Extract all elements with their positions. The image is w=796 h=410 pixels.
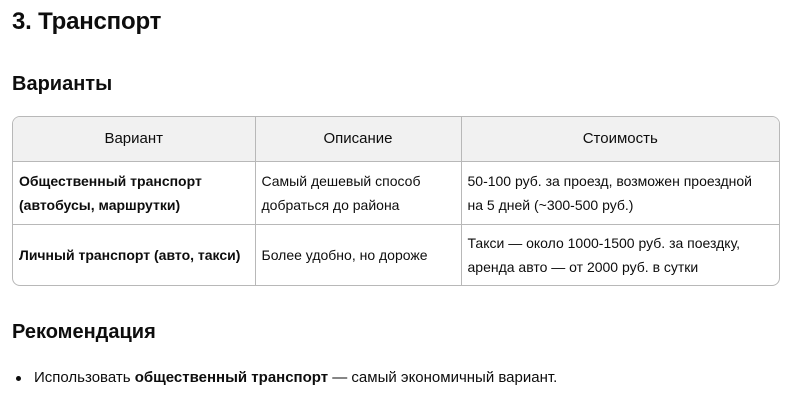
row-cost-cell bbox=[461, 161, 779, 224]
header-description: Описание bbox=[255, 117, 461, 161]
row-description-cell bbox=[255, 224, 461, 285]
table-row bbox=[13, 161, 779, 224]
variants-heading: Варианты bbox=[12, 73, 113, 95]
row-description-line: Самый дешевый способ bbox=[261, 172, 421, 189]
section-title: 3. Транспорт bbox=[12, 8, 162, 35]
row-description-line: Более удобно, но дороже bbox=[261, 246, 428, 263]
row-variant-line: Личный транспорт (авто, такси) bbox=[19, 246, 241, 263]
bullet-icon bbox=[16, 376, 21, 381]
header-cost: Стоимость bbox=[461, 117, 779, 161]
row-variant-cell bbox=[13, 161, 255, 224]
row-variant-cell bbox=[13, 224, 255, 285]
row-cost-line: аренда авто — от 2000 руб. в сутки bbox=[467, 258, 699, 275]
recommendation-suffix: — самый экономичный вариант. bbox=[328, 369, 558, 386]
row-variant-line: Общественный транспорт bbox=[19, 172, 202, 189]
table-row bbox=[13, 224, 779, 285]
row-variant-line: (автобусы, маршрутки) bbox=[19, 196, 181, 213]
row-description-line: добраться до района bbox=[261, 196, 400, 213]
header-variant: Вариант bbox=[13, 117, 255, 161]
table-header-row bbox=[13, 117, 779, 161]
row-description-cell bbox=[255, 161, 461, 224]
recommendation-bold: общественный транспорт bbox=[134, 369, 329, 386]
recommendation-heading: Рекомендация bbox=[12, 321, 156, 343]
recommendation-prefix: Использовать bbox=[34, 369, 135, 386]
recommendation-list bbox=[12, 367, 557, 389]
row-cost-cell bbox=[461, 224, 779, 285]
row-cost-line: на 5 дней (~300-500 руб.) bbox=[467, 196, 634, 213]
row-cost-line: 50-100 руб. за проезд, возможен проездной bbox=[467, 172, 752, 189]
transport-table bbox=[12, 116, 780, 286]
row-cost-line: Такси — около 1000-1500 руб. за поездку, bbox=[467, 234, 741, 251]
list-item bbox=[12, 367, 557, 389]
